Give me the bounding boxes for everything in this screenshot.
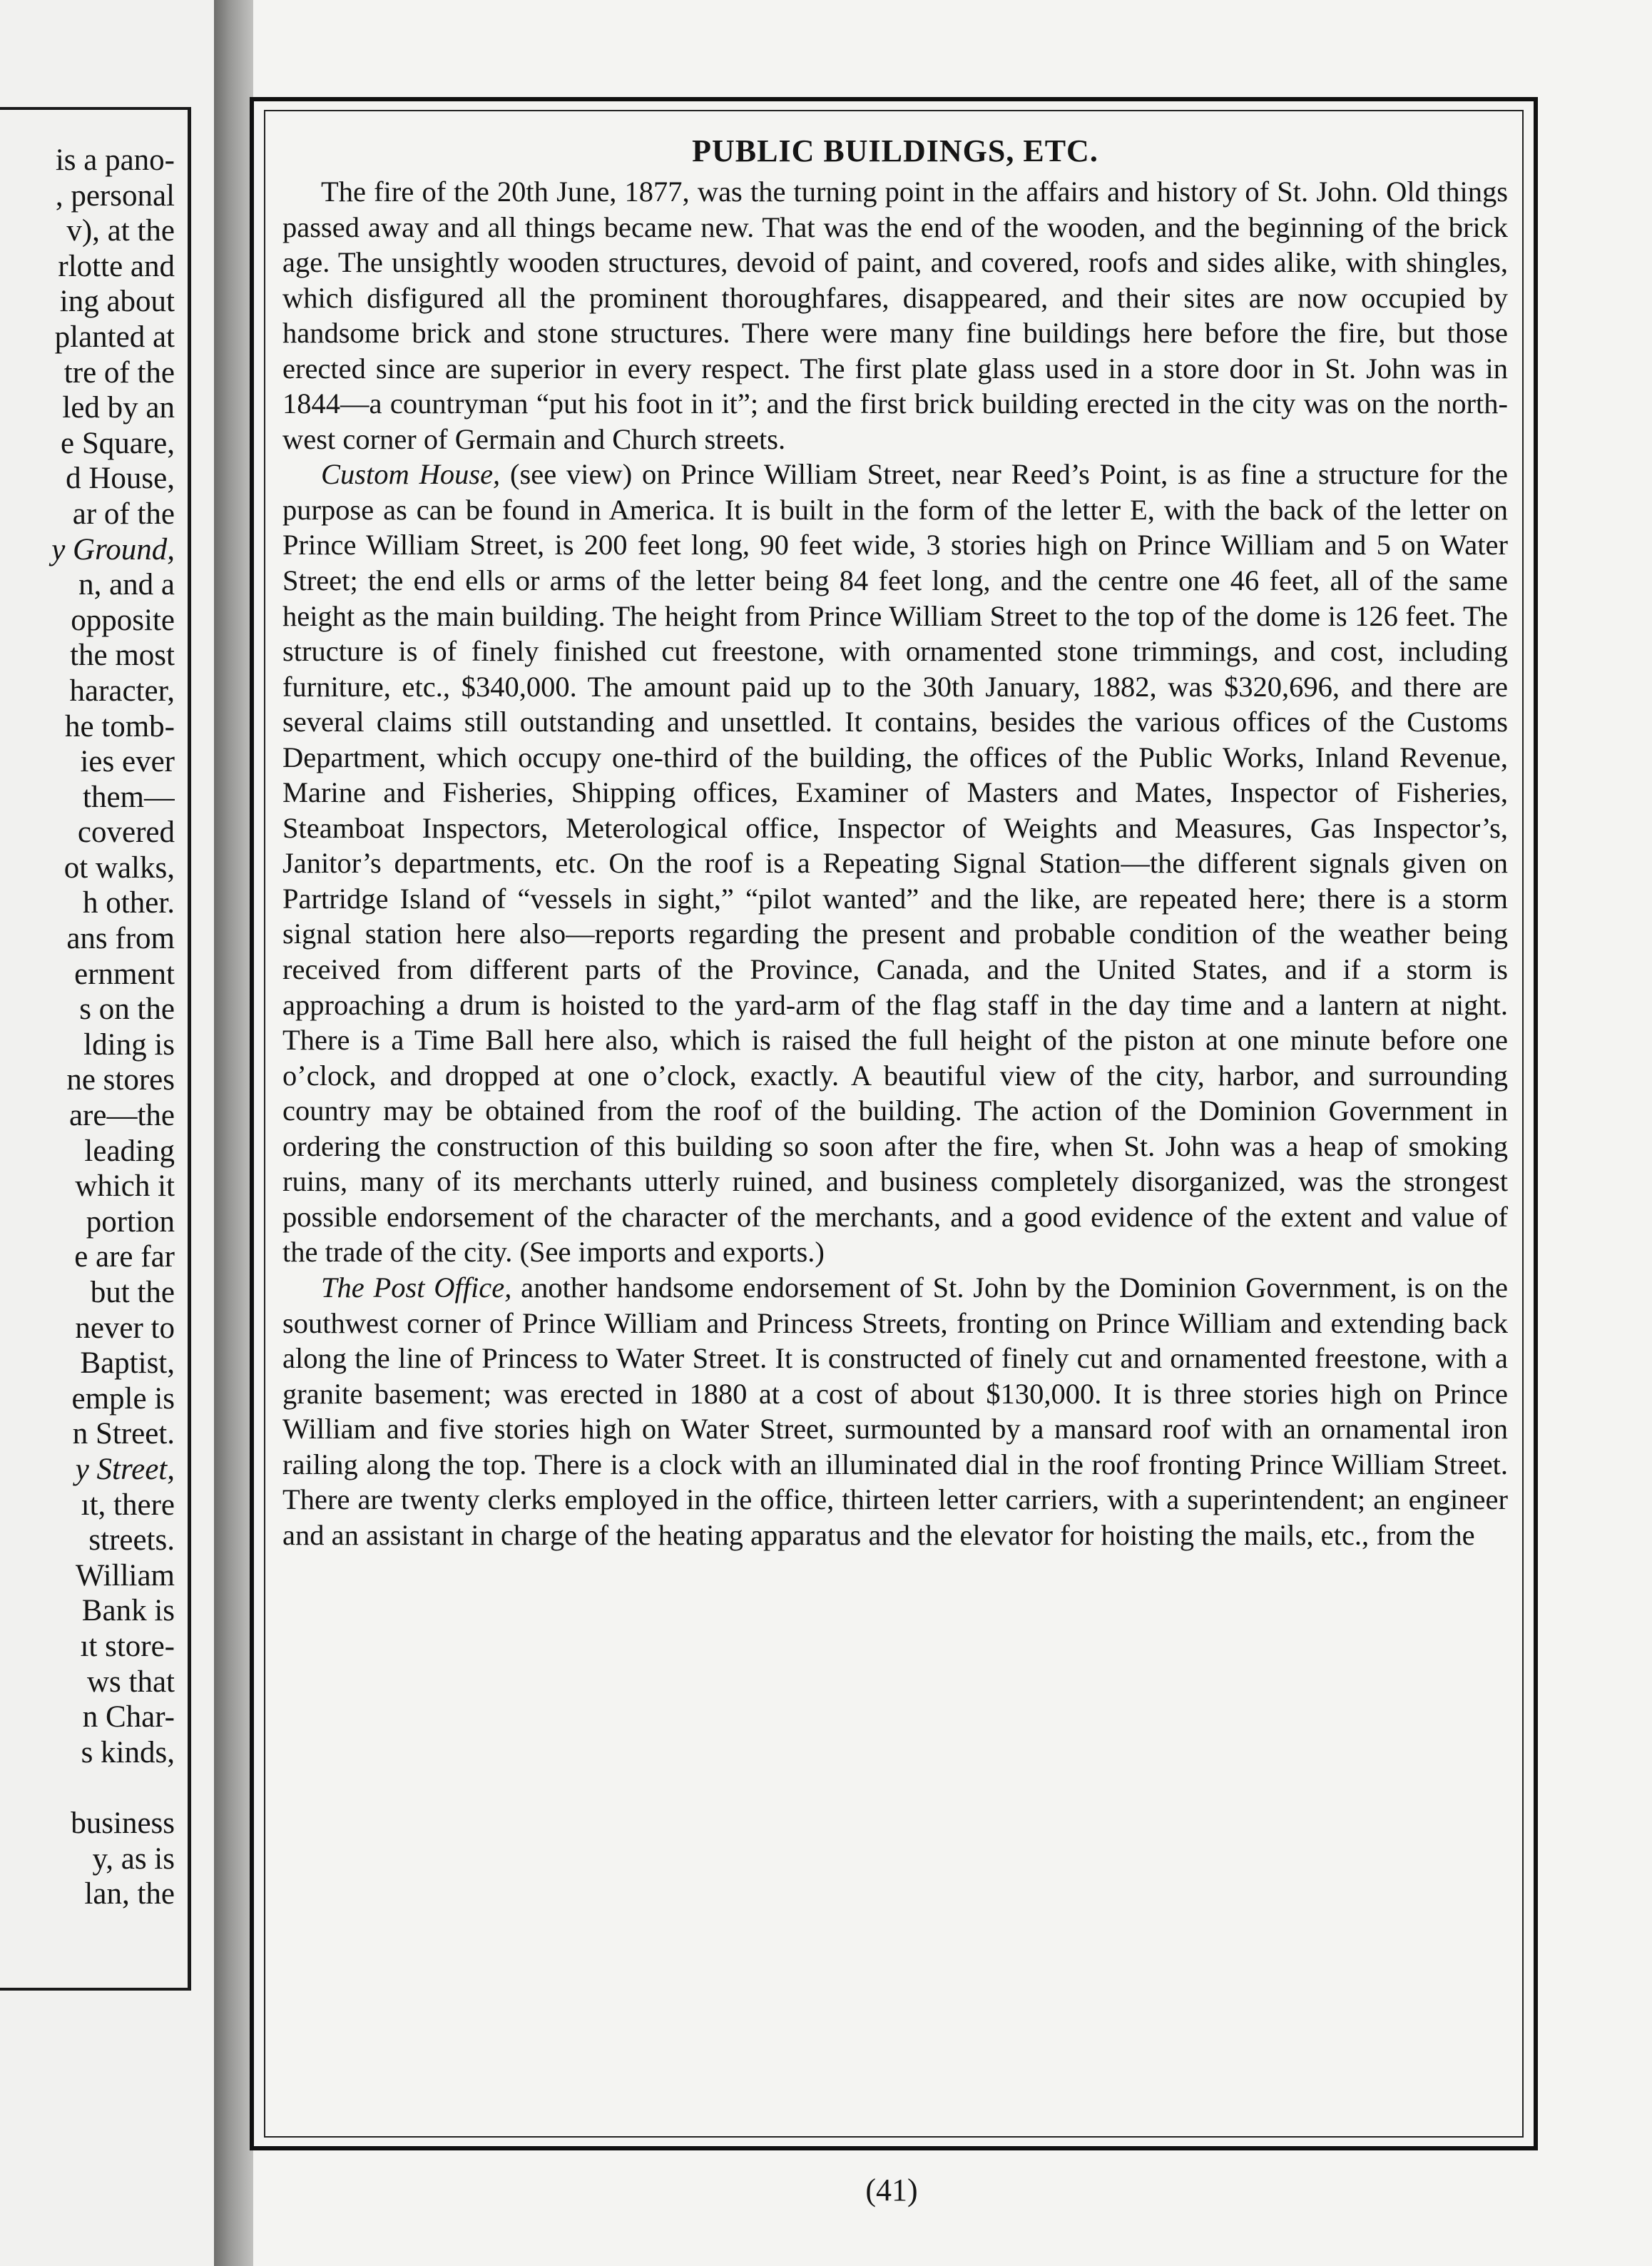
previous-page-line: v), at the bbox=[66, 214, 175, 248]
previous-page-line: tre of the bbox=[63, 355, 175, 390]
paragraph-text: (see view) on Prince William Street, near Reed’s Point, is as fine a structure for the purpose as can be found in America. It is built in the form of the letter E, with the back of the letter on Prince William Street, is 200 feet long, 90 feet wide, 3 stories high on Prince William and 5 on Water Street; the end ells or arms of the letter being 84 feet long, and the centre one 46 feet, all of the same height as the main building. The height from Prince William Street to the top of the dome is 126 feet. The structure is of finely finished cut freestone, with ornamented stone trimmings, and cost, including furniture, etc., $340,000. The amount paid up to the 30th January, 1882, was $320,696, and there are several claims still outstanding and unsettled. It contains, besides the various offices of the Customs Department, which occupy one-third of the building, the offices of the Public Works, Inland Revenue, Marine and Fisheries, Shipping offices, Examiner of Masters and Mates, Inspector of Fisheries, Steamboat Inspectors, Meterological office, Inspector of Weights and Measures, Gas Inspector’s, Janitor’s departments, etc. On the roof is a Repeating Signal Station—the different signals given on Partridge Island of “vessels in sight,” “pilot wanted” and the like, are repeated here; there is a storm signal station here also—reports regarding the present and probable condition of the weather being received from different parts of the Province, Canada, and the United States, and if a storm is approaching a drum is hoisted to the yard-arm of the flag staff in the day time and a lantern at night. There is a Time Ball here also, which is raised the full height of the piston at one minute before one o’clock, and dropped at one o’clock, exactly. A beautiful view of the city, harbor, and surrounding country may be obtained from the roof of the building. The action of the Dominion Government in ordering the construction of this building so soon after the fire, when St. John was a heap of smoking ruins, many of its merchants utterly ruined, and business completely disorganized, was the strongest possible endorsement of the character of the merchants, and a good evidence of the extent and value of the trade of the city. (See imports and exports.) bbox=[282, 458, 1508, 1269]
previous-page-line: n Char- bbox=[82, 1700, 175, 1734]
previous-page-line: the most bbox=[70, 639, 175, 673]
previous-page-line: are—the bbox=[68, 1099, 175, 1133]
previous-page-line: e are far bbox=[74, 1240, 175, 1274]
previous-page-line: never to bbox=[75, 1311, 175, 1345]
previous-page-line: ies ever bbox=[80, 745, 175, 779]
paragraph-lead-italic: Custom House, bbox=[321, 458, 501, 491]
previous-page-line: ws that bbox=[86, 1665, 175, 1699]
previous-page-line: d House, bbox=[66, 462, 175, 496]
previous-page-line: planted at bbox=[54, 320, 175, 354]
previous-page-line: e Square, bbox=[61, 426, 175, 460]
previous-page-line: ne stores bbox=[66, 1063, 175, 1097]
previous-page-line: opposite bbox=[71, 603, 175, 637]
previous-page-line: streets. bbox=[88, 1523, 175, 1558]
previous-page-line: s kinds, bbox=[81, 1735, 175, 1769]
previous-page-line: Bank is bbox=[81, 1594, 175, 1628]
previous-page-line: rlotte and bbox=[58, 249, 175, 283]
previous-page-line: is a pano- bbox=[55, 143, 175, 177]
previous-page-fragment bbox=[0, 0, 214, 2266]
previous-page-line bbox=[0, 1770, 175, 1806]
previous-page-line: portion bbox=[86, 1204, 175, 1239]
previous-page-line: ing about bbox=[59, 285, 175, 319]
previous-page-line: lan, the bbox=[84, 1877, 175, 1911]
previous-page-line: he tomb- bbox=[64, 709, 175, 743]
previous-page-line: which it bbox=[75, 1169, 175, 1204]
previous-page-line: covered bbox=[77, 816, 175, 850]
previous-page-line: h other. bbox=[83, 886, 175, 920]
previous-page-line: emple is bbox=[71, 1381, 175, 1416]
paragraph-post-office bbox=[282, 1270, 1508, 1553]
article-title: PUBLIC BUILDINGS, ETC. bbox=[692, 133, 1098, 168]
previous-page-text bbox=[0, 143, 175, 1912]
article bbox=[282, 130, 1508, 1553]
previous-page-line: , personal bbox=[55, 178, 175, 213]
previous-page-line: lding is bbox=[83, 1027, 175, 1062]
previous-page-line: led by an bbox=[62, 391, 175, 425]
previous-page-line: ans from bbox=[66, 922, 175, 956]
previous-page-line: leading bbox=[84, 1134, 175, 1168]
previous-page-line: ıt, there bbox=[81, 1488, 175, 1522]
previous-page-line: n, and a bbox=[78, 568, 175, 602]
previous-page-line: business bbox=[71, 1806, 175, 1840]
previous-page-line: haracter, bbox=[69, 674, 175, 708]
paragraph-lead-italic: The Post Office, bbox=[321, 1271, 512, 1304]
previous-page-line: y Street, bbox=[75, 1452, 175, 1486]
previous-page-line: ernment bbox=[74, 957, 175, 991]
paragraph-text: another handsome endorsement of St. John by the Dominion Government, is on the southwest corner of Prince William and Princess Streets, fronting on Prince William and extending back along the line of Princess to Water Street. It is constructed of finely cut and ornamented freestone, with a granite basement; was erected in 1880 at a cost of about $130,000. It is three stories high on Prince William and five stories high on Water Street, surmounted by a mansard roof with an ornamental iron railing along the top. There is a clock with an illuminated dial in the roof fronting Prince William Street. There are twenty clerks employed in the office, thirteen letter carriers, with a superintendent; an engineer and an assistant in charge of the heating apparatus and the elevator for hoisting the mails, etc., from the bbox=[282, 1271, 1508, 1551]
previous-page-line: y, as is bbox=[92, 1841, 175, 1876]
previous-page-line: s on the bbox=[79, 992, 175, 1027]
previous-page-line: ar of the bbox=[72, 497, 175, 531]
page-number: (41) bbox=[865, 2173, 918, 2207]
paragraph-custom-house bbox=[282, 457, 1508, 1270]
previous-page-line: ot walks, bbox=[63, 850, 175, 885]
previous-page-line: them— bbox=[83, 780, 175, 814]
previous-page-line: y Ground, bbox=[51, 532, 175, 566]
previous-page-line: William bbox=[75, 1558, 175, 1592]
previous-page-line: ıt store- bbox=[80, 1629, 175, 1663]
paragraph-fire-1877 bbox=[282, 174, 1508, 457]
previous-page-line: n Street. bbox=[72, 1417, 175, 1451]
previous-page-line: Baptist, bbox=[80, 1346, 175, 1381]
previous-page-line: but the bbox=[90, 1276, 175, 1309]
paragraph-text: The fire of the 20th June, 1877, was the turning point in the affairs and history of St. John. Old things passed away and all things became new. That was the end of the wooden, and the beginning of the brick age. The unsightly wooden structures, devoid of paint, and covered, roofs and sides alike, with shingles, which disfigured all the prominent thoroughfares, disappeared, and their sites are now occupied by handsome brick and stone structures. There were many fine buildings here before the fire, but those erected since are superior in every respect. The first plate glass used in a store door in St. John was in 1844—a countryman “put his foot in it”; and the first brick building erected in the city was on the north-west corner of Germain and Church streets. bbox=[282, 176, 1508, 455]
